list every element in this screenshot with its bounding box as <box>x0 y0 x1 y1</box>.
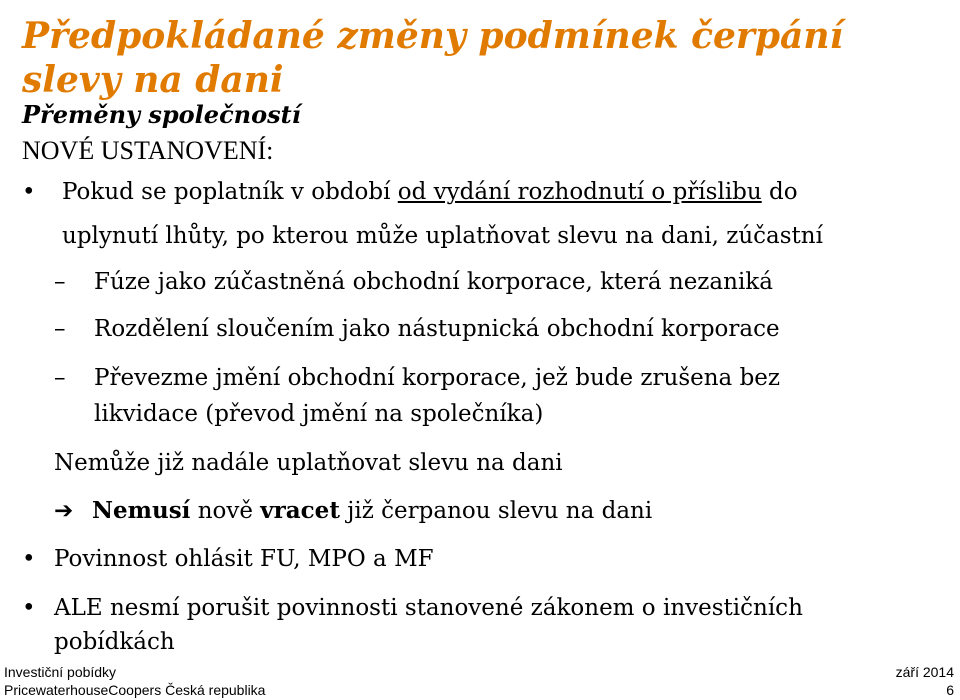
bullet-marker: • <box>22 595 36 621</box>
section-heading: NOVÉ USTANOVENÍ: <box>22 136 274 165</box>
bullet-text <box>62 176 798 208</box>
footer-company: PricewaterhouseCoopers Česká republika <box>4 682 266 698</box>
dash-marker: – <box>54 269 66 295</box>
bullet-text-continuation: pobídkách <box>54 629 175 655</box>
text-segment: již čerpanou slevu na dani <box>339 498 653 524</box>
text-segment: nově <box>190 498 261 524</box>
footer-date: září 2014 <box>895 664 954 680</box>
arrow-line-text <box>92 495 652 527</box>
dash-item-text: Rozdělení sloučením jako nástupnická obchodní korporace <box>94 316 780 342</box>
underlined-phrase: od vydání rozhodnutí o příslibu <box>397 179 762 205</box>
dash-marker: – <box>54 365 66 391</box>
plain-text: Nemůže již nadále uplatňovat slevu na dani <box>54 450 563 476</box>
page-number: 6 <box>946 682 954 698</box>
arrow-icon: ➔ <box>54 498 74 524</box>
text-segment: Pokud se poplatník v období <box>62 179 398 205</box>
dash-item-text: Fúze jako zúčastněná obchodní korporace, která nezaniká <box>94 269 773 295</box>
bold-word: Nemusí <box>92 497 191 524</box>
dash-marker: – <box>54 316 66 342</box>
footer-title: Investiční pobídky <box>4 664 117 680</box>
slide-title: Předpokládané změny podmínek čerpání slevy na dani <box>22 15 844 101</box>
bullet-text: Povinnost ohlásit FU, MPO a MF <box>54 546 434 572</box>
text-segment: do <box>761 179 798 205</box>
bullet-marker: • <box>22 179 36 205</box>
bold-word: vracet <box>260 497 340 524</box>
bullet-text-continuation: uplynutí lhůty, po kterou může uplatňovat slevu na dani, zúčastní <box>62 223 823 249</box>
slide-subtitle: Přeměny společností <box>22 100 301 129</box>
bullet-text: ALE nesmí porušit povinnosti stanovené zákonem o investičních <box>54 595 803 621</box>
dash-item-text: Převezme jmění obchodní korporace, jež bude zrušena bez <box>94 365 781 391</box>
dash-item-text-continuation: likvidace (převod jmění na společníka) <box>94 401 544 427</box>
bullet-marker: • <box>22 546 36 572</box>
